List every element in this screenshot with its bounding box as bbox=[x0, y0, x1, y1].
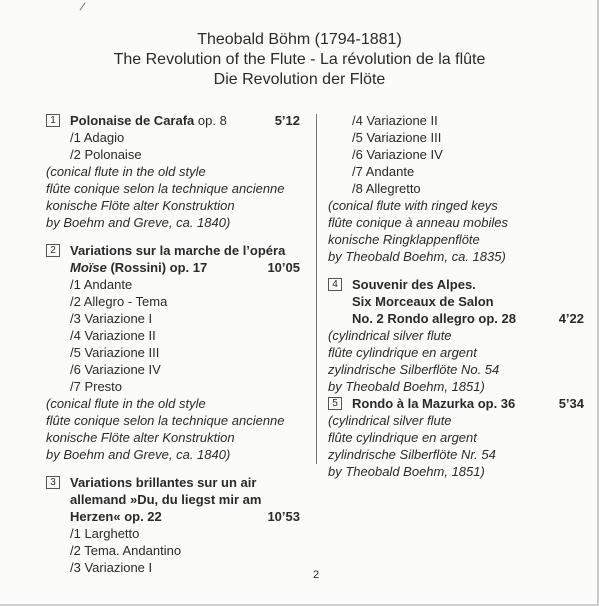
movement: /4 Variazione II bbox=[70, 328, 156, 343]
instrument-note: (conical flute in the old style bbox=[46, 396, 206, 411]
track-number-box: 3 bbox=[46, 476, 60, 489]
movement: /3 Variazione I bbox=[70, 560, 153, 575]
track-title-line bbox=[352, 310, 586, 327]
track-title-text: No. 2 Rondo allegro op. 28 bbox=[352, 311, 516, 326]
track-duration: 5’34 bbox=[558, 396, 584, 411]
instrument-note: flûte conique à anneau mobiles bbox=[328, 215, 508, 230]
instrument-note: konische Ringklappenflöte bbox=[328, 232, 480, 247]
movement: /7 Presto bbox=[70, 379, 123, 394]
track-1 bbox=[46, 112, 306, 231]
instrument-note: (cylindrical silver flute bbox=[328, 413, 452, 428]
track-duration: 5’12 bbox=[274, 113, 300, 128]
movement: /6 Variazione IV bbox=[70, 362, 161, 377]
instrument-note: by Theobald Boehm, ca. 1835) bbox=[328, 249, 506, 264]
page-header bbox=[0, 30, 599, 90]
instrument-note: konische Flöte alter Konstruktion bbox=[46, 198, 235, 213]
movement: /3 Variazione I bbox=[70, 311, 153, 326]
movement: /2 Polonaise bbox=[70, 147, 142, 162]
track-4 bbox=[328, 276, 586, 395]
tracklist-left-column bbox=[46, 112, 306, 576]
instrument-note: (cylindrical silver flute bbox=[328, 328, 452, 343]
instrument-note: flûte cylindrique en argent bbox=[328, 345, 477, 360]
instrument-note: flûte conique selon la technique ancienne bbox=[46, 181, 285, 196]
movement: /5 Variazione III bbox=[352, 130, 442, 145]
composer-title: Theobald Böhm (1794-1881) bbox=[197, 31, 402, 48]
track-number-box: 5 bbox=[328, 397, 342, 410]
track-title-text: Rondo à la Mazurka op. 36 bbox=[352, 396, 516, 411]
track-title-line: Souvenir des Alpes. bbox=[352, 277, 476, 292]
instrument-note: by Theobald Boehm, 1851) bbox=[328, 379, 485, 394]
instrument-note: (conical flute in the old style bbox=[46, 164, 206, 179]
movement: /7 Andante bbox=[352, 164, 415, 179]
instrument-note: (conical flute with ringed keys bbox=[328, 198, 498, 213]
track-opus: op. 8 bbox=[194, 113, 227, 128]
track-3-continued bbox=[328, 112, 586, 265]
track-duration: 4’22 bbox=[558, 311, 584, 326]
track-duration: 10’53 bbox=[267, 509, 300, 524]
movement: /2 Tema. Andantino bbox=[70, 543, 182, 558]
movement: /6 Variazione IV bbox=[352, 147, 443, 162]
movement: /1 Andante bbox=[70, 277, 133, 292]
track-title-text: Herzen« op. 22 bbox=[70, 509, 162, 524]
instrument-note: flûte cylindrique en argent bbox=[328, 430, 477, 445]
movement: /1 Larghetto bbox=[70, 526, 140, 541]
page-number: 2 bbox=[313, 569, 320, 581]
track-number-box: 1 bbox=[46, 114, 60, 127]
track-title bbox=[70, 112, 306, 129]
movement: /1 Adagio bbox=[70, 130, 125, 145]
instrument-note: flûte conique selon la technique ancienne bbox=[46, 413, 285, 428]
track-title-line: Six Morceaux de Salon bbox=[352, 294, 494, 309]
instrument-note: zylindrische Silberflöte No. 54 bbox=[328, 362, 500, 377]
track-5 bbox=[328, 395, 586, 480]
instrument-note: zylindrische Silberflöte Nr. 54 bbox=[328, 447, 496, 462]
track-duration: 10’05 bbox=[267, 260, 300, 275]
track-number-box: 4 bbox=[328, 278, 342, 291]
track-title-rest: (Rossini) op. 17 bbox=[106, 260, 208, 275]
track-title-line bbox=[70, 508, 306, 525]
track-title bbox=[352, 395, 586, 412]
instrument-note: by Boehm and Greve, ca. 1840) bbox=[46, 215, 231, 230]
pen-mark bbox=[80, 3, 86, 11]
track-title-line: Variations brillantes sur un air bbox=[70, 475, 257, 490]
instrument-note: by Boehm and Greve, ca. 1840) bbox=[46, 447, 231, 462]
instrument-note: by Theobald Boehm, 1851) bbox=[328, 464, 485, 479]
track-title-line bbox=[70, 259, 306, 276]
track-title-line: allemand »Du, du liegst mir am bbox=[70, 492, 262, 507]
track-title-line: Variations sur la marche de l’opéra bbox=[70, 243, 286, 258]
column-divider bbox=[316, 114, 317, 464]
instrument-note: konische Flöte alter Konstruktion bbox=[46, 430, 235, 445]
track-3 bbox=[46, 474, 306, 576]
movement: /2 Allegro - Tema bbox=[70, 294, 168, 309]
track-number-box: 2 bbox=[46, 244, 60, 257]
album-title-de: Die Revolution der Flöte bbox=[213, 71, 386, 88]
album-title-en-fr: The Revolution of the Flute - La révolution de la flûte bbox=[113, 51, 486, 68]
tracklist-right-column bbox=[328, 112, 586, 480]
track-2 bbox=[46, 242, 306, 463]
track-title-text: Polonaise de Carafa bbox=[70, 113, 195, 128]
opera-title: Moïse bbox=[70, 260, 107, 275]
movement: /8 Allegretto bbox=[352, 181, 421, 196]
movement: /5 Variazione III bbox=[70, 345, 160, 360]
movement: /4 Variazione II bbox=[352, 113, 438, 128]
